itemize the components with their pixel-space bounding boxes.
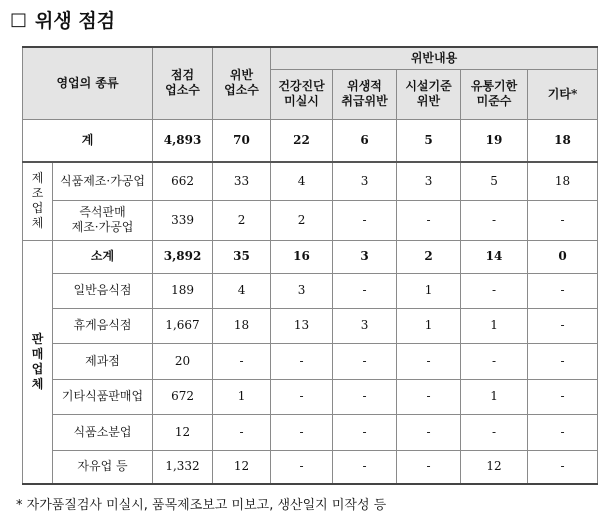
row-detail-1: - bbox=[333, 200, 397, 240]
total-detail-0: 22 bbox=[271, 119, 333, 162]
row-violations: 1 bbox=[213, 379, 271, 414]
row-violations: 33 bbox=[213, 162, 271, 200]
category-manufacturing-char: 업 bbox=[31, 201, 44, 216]
category-sales-text bbox=[23, 332, 52, 392]
subtotal-label: 소계 bbox=[53, 240, 153, 273]
row-violations: 4 bbox=[213, 273, 271, 308]
row-detail-4: - bbox=[528, 450, 598, 484]
row-detail-4: - bbox=[528, 379, 598, 414]
total-detail-4: 18 bbox=[528, 119, 598, 162]
footnote: * 자가품질검사 미실시, 품목제조보고 미보고, 생산일지 미작성 등 bbox=[16, 498, 387, 513]
header-inspected bbox=[153, 47, 213, 119]
header-detail-0-line1: 건강진단 bbox=[278, 79, 325, 93]
header-detail-3 bbox=[461, 69, 528, 119]
row-detail-2: 1 bbox=[397, 308, 461, 343]
category-manufacturing bbox=[23, 162, 53, 240]
category-sales bbox=[23, 240, 53, 484]
table-row bbox=[23, 414, 598, 450]
row-detail-0: - bbox=[271, 414, 333, 450]
checkbox-bullet-icon: □ bbox=[10, 8, 28, 30]
row-detail-4: 18 bbox=[528, 162, 598, 200]
row-violations: - bbox=[213, 343, 271, 379]
section-heading bbox=[10, 6, 115, 32]
subtotal-detail-1: 3 bbox=[333, 240, 397, 273]
total-row bbox=[23, 119, 598, 162]
total-inspected: 4,893 bbox=[153, 119, 213, 162]
header-detail-1-line2: 취급위반 bbox=[341, 94, 388, 108]
header-detail-4 bbox=[528, 69, 598, 119]
category-sales-char: 업 bbox=[31, 361, 44, 376]
header-violations-line1: 위반 bbox=[229, 68, 254, 83]
header-detail-4-line1: 기타* bbox=[547, 86, 578, 101]
row-label-line1: 자유업 등 bbox=[77, 459, 128, 474]
row-detail-0: - bbox=[271, 379, 333, 414]
row-inspected: 12 bbox=[153, 414, 213, 450]
row-inspected: 339 bbox=[153, 200, 213, 240]
row-detail-3: - bbox=[461, 343, 528, 379]
header-inspected-line1: 점검 bbox=[170, 68, 195, 83]
row-detail-2: - bbox=[397, 379, 461, 414]
row-detail-3: 1 bbox=[461, 308, 528, 343]
header-detail-0 bbox=[271, 69, 333, 119]
row-detail-1: - bbox=[333, 379, 397, 414]
table-row bbox=[23, 308, 598, 343]
row-inspected: 672 bbox=[153, 379, 213, 414]
row-label bbox=[53, 200, 153, 240]
row-detail-2: - bbox=[397, 200, 461, 240]
row-detail-3: 12 bbox=[461, 450, 528, 484]
row-detail-0: 13 bbox=[271, 308, 333, 343]
row-detail-1: - bbox=[333, 273, 397, 308]
total-label: 계 bbox=[23, 119, 153, 162]
row-label-line1: 일반음식점 bbox=[73, 283, 132, 297]
row-label-line1: 식품제조·가공업 bbox=[60, 173, 145, 188]
row-detail-1: - bbox=[333, 343, 397, 379]
row-detail-0: - bbox=[271, 450, 333, 484]
category-manufacturing-char: 체 bbox=[31, 216, 44, 231]
row-detail-4: - bbox=[528, 273, 598, 308]
row-label-line1: 기타식품판매업 bbox=[61, 389, 144, 403]
total-detail-1: 6 bbox=[333, 119, 397, 162]
row-detail-3: - bbox=[461, 273, 528, 308]
row-inspected: 1,332 bbox=[153, 450, 213, 484]
row-detail-3: - bbox=[461, 414, 528, 450]
subtotal-detail-0: 16 bbox=[271, 240, 333, 273]
row-detail-3: 1 bbox=[461, 379, 528, 414]
row-detail-3: - bbox=[461, 200, 528, 240]
total-violations: 70 bbox=[213, 119, 271, 162]
row-detail-0: 2 bbox=[271, 200, 333, 240]
row-detail-1: - bbox=[333, 414, 397, 450]
row-inspected: 20 bbox=[153, 343, 213, 379]
row-detail-4: - bbox=[528, 343, 598, 379]
row-label-line1: 식품소분업 bbox=[73, 424, 132, 439]
category-manufacturing-char: 조 bbox=[31, 186, 44, 201]
row-detail-2: 3 bbox=[397, 162, 461, 200]
row-detail-4: - bbox=[528, 200, 598, 240]
row-label bbox=[53, 273, 153, 308]
row-detail-2: 1 bbox=[397, 273, 461, 308]
row-inspected: 189 bbox=[153, 273, 213, 308]
row-detail-2: - bbox=[397, 414, 461, 450]
inspection-table bbox=[22, 46, 598, 485]
header-detail-2-line2: 위반 bbox=[416, 94, 441, 108]
header-violation-details: 위반내용 bbox=[271, 47, 598, 69]
table-row bbox=[23, 200, 598, 240]
subtotal-violations: 35 bbox=[213, 240, 271, 273]
header-detail-2-line1: 시설기준 bbox=[405, 79, 452, 93]
header-detail-1-line1: 위생적 bbox=[347, 79, 382, 93]
section-title: 위생 점검 bbox=[35, 9, 116, 32]
row-inspected: 1,667 bbox=[153, 308, 213, 343]
row-label-line1: 즉석판매 bbox=[79, 205, 126, 219]
header-violations bbox=[213, 47, 271, 119]
category-sales-char: 판 bbox=[31, 331, 44, 346]
inspection-table-container bbox=[22, 46, 597, 485]
row-detail-1: - bbox=[333, 450, 397, 484]
header-violations-line2: 업소수 bbox=[224, 83, 259, 98]
category-manufacturing-text bbox=[23, 171, 52, 231]
header-detail-1 bbox=[333, 69, 397, 119]
row-label-line1: 휴게음식점 bbox=[73, 318, 132, 332]
header-detail-3-line2: 미준수 bbox=[476, 94, 512, 108]
header-detail-2 bbox=[397, 69, 461, 119]
row-label bbox=[53, 450, 153, 484]
category-manufacturing-char: 제 bbox=[31, 171, 44, 186]
table-row bbox=[23, 162, 598, 200]
row-label-line1: 제과점 bbox=[85, 353, 120, 368]
subtotal-row bbox=[23, 240, 598, 273]
row-detail-3: 5 bbox=[461, 162, 528, 200]
total-detail-2: 5 bbox=[397, 119, 461, 162]
row-label bbox=[53, 308, 153, 343]
row-violations: 18 bbox=[213, 308, 271, 343]
subtotal-detail-4: 0 bbox=[528, 240, 598, 273]
row-detail-2: - bbox=[397, 450, 461, 484]
row-violations: - bbox=[213, 414, 271, 450]
row-detail-0: - bbox=[271, 343, 333, 379]
table-row bbox=[23, 379, 598, 414]
row-violations: 2 bbox=[213, 200, 271, 240]
table-row bbox=[23, 450, 598, 484]
header-business-type: 영업의 종류 bbox=[23, 47, 153, 119]
row-label bbox=[53, 343, 153, 379]
category-sales-char: 매 bbox=[31, 346, 44, 361]
row-detail-4: - bbox=[528, 414, 598, 450]
subtotal-detail-2: 2 bbox=[397, 240, 461, 273]
row-detail-0: 3 bbox=[271, 273, 333, 308]
total-detail-3: 19 bbox=[461, 119, 528, 162]
row-detail-1: 3 bbox=[333, 308, 397, 343]
subtotal-detail-3: 14 bbox=[461, 240, 528, 273]
row-detail-1: 3 bbox=[333, 162, 397, 200]
header-inspected-line2: 업소수 bbox=[165, 83, 200, 98]
row-inspected: 662 bbox=[153, 162, 213, 200]
row-violations: 12 bbox=[213, 450, 271, 484]
table-row bbox=[23, 273, 598, 308]
row-detail-2: - bbox=[397, 343, 461, 379]
header-detail-0-line2: 미실시 bbox=[284, 94, 319, 108]
row-label bbox=[53, 379, 153, 414]
table-row bbox=[23, 343, 598, 379]
row-label bbox=[53, 162, 153, 200]
category-sales-char: 체 bbox=[31, 376, 44, 391]
header-detail-3-line1: 유통기한 bbox=[470, 79, 518, 93]
row-label bbox=[53, 414, 153, 450]
row-label-line2: 제조·가공업 bbox=[71, 220, 134, 234]
subtotal-inspected: 3,892 bbox=[153, 240, 213, 273]
row-detail-4: - bbox=[528, 308, 598, 343]
row-detail-0: 4 bbox=[271, 162, 333, 200]
